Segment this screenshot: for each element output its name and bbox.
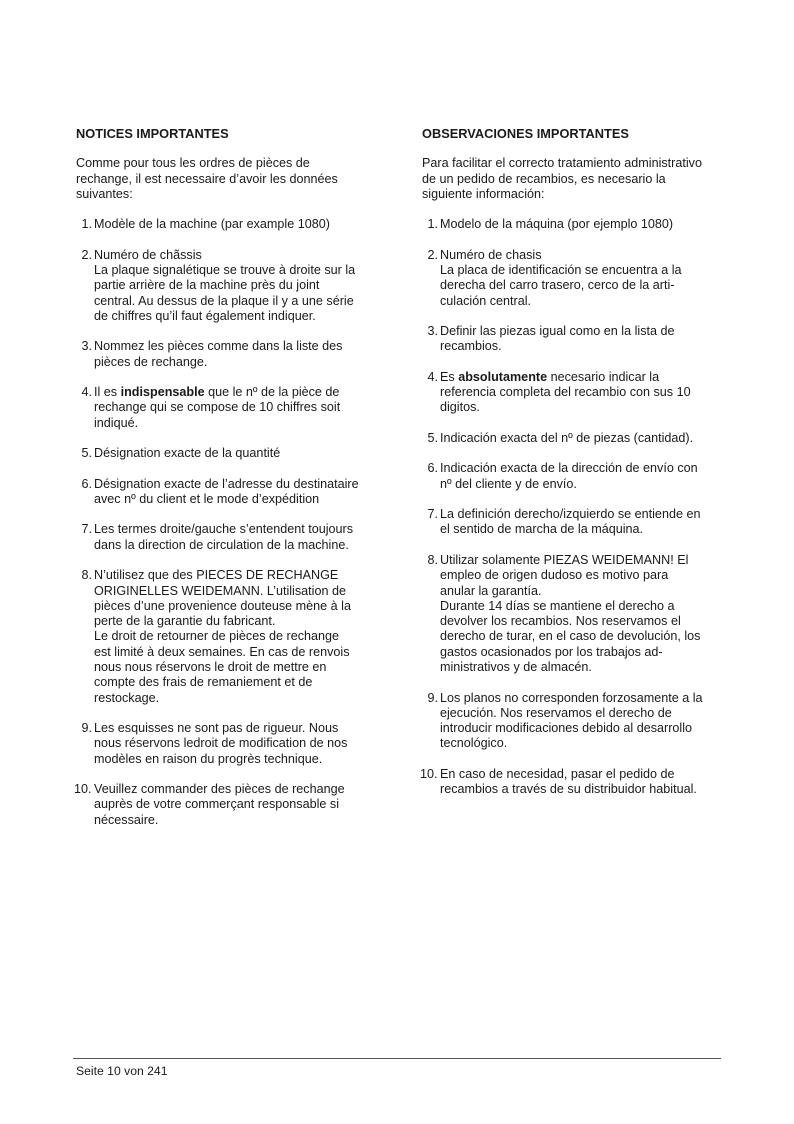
item-line: recambios. [440,339,502,354]
item-number: 3. [81,339,92,354]
item-number: 3. [427,324,438,339]
item-line: N’utilisez que des PIECES DE RECHANGE [94,568,339,583]
item-number: 1. [427,217,438,232]
list-item [422,691,732,752]
intro-line: rechange, il est necessaire d’avoir les données [76,171,338,186]
item-line: culación central. [440,293,532,308]
item-line: nous nous réservons le droit de mettre en [94,660,327,675]
item-line: restockage. [94,690,160,705]
item-number: 8. [427,552,438,567]
item-line: empleo de origen dudoso es motivo para [440,568,669,583]
item-line: derecha del carro trasero, cerco de la arti- [440,278,675,293]
item-line: La definición derecho/izquierdo se entiende en [440,507,701,522]
item-number: 5. [427,430,438,445]
spanish-intro [422,156,732,202]
list-item [422,507,732,538]
item-line: Modèle de la machine (par example 1080) [94,217,330,232]
spanish-list [422,217,732,797]
item-line: Es absolutamente necesario indicar la [440,369,660,384]
item-line: Los planos no corresponden forzosamente a la [440,690,703,705]
item-number: 7. [427,507,438,522]
item-number: 6. [81,476,92,491]
list-item [76,568,386,706]
list-item [422,370,732,416]
item-line: modèles en raison du progrès technique. [94,751,323,766]
french-intro [76,156,386,202]
item-line: pièces d’une provenience douteuse mène à la [94,598,351,613]
item-line: Indicación exacta de la dirección de envío con [440,461,698,476]
item-number: 10. [74,782,92,797]
french-column [76,118,386,843]
item-line: referencia completa del recambio con sus 10 [440,385,691,400]
item-line: de chiffres qu’il faut également indiquer. [94,308,316,323]
item-line: Numéro de chãssis [94,247,202,262]
list-item [76,721,386,767]
item-number: 9. [81,721,92,736]
intro-line: Para facilitar el correcto tratamiento administrativo [422,156,702,171]
item-line: Definir las piezas igual como en la lista de [440,324,675,339]
item-line: partie arrière de la machine près du joint [94,278,320,293]
item-number: 5. [81,446,92,461]
list-item [76,339,386,370]
item-line: Utilizar solamente PIEZAS WEIDEMANN! El [440,552,689,567]
intro-line: suivantes: [76,186,133,201]
item-line: La placa de identificación se encuentra a la [440,262,682,277]
item-line: En caso de necesidad, pasar el pedido de [440,766,675,781]
list-item [422,461,732,492]
item-line: el sentido de marcha de la máquina. [440,522,644,537]
spanish-heading: OBSERVACIONES IMPORTANTES [422,126,629,141]
item-number: 6. [427,461,438,476]
item-number: 10. [420,766,438,781]
french-heading: NOTICES IMPORTANTES [76,126,229,141]
item-line: derecho de turar, en el caso de devolución, los [440,629,701,644]
item-line: rechange qui se compose de 10 chiffres soit [94,400,341,415]
item-number: 1. [81,217,92,232]
item-line: pièces de rechange. [94,354,208,369]
item-line: ejecución. Nos reservamos el derecho de [440,705,672,720]
item-line: est limité à deux semaines. En cas de renvois [94,644,350,659]
footer-divider [73,1058,721,1059]
item-line: digitos. [440,400,480,415]
item-line: Désignation exacte de la quantité [94,446,281,461]
item-line: recambios a través de su distribuidor habitual. [440,782,697,797]
item-line: devolver los recambios. Nos reservamos el [440,614,681,629]
item-line: La plaque signalétique se trouve à droite sur la [94,262,356,277]
intro-line: Comme pour tous les ordres de pièces de [76,156,310,171]
item-line: Les termes droite/gauche s’entendent toujours [94,522,354,537]
item-line: compte des frais de remaniement et de [94,675,313,690]
page-number: Seite 10 von 241 [76,1064,168,1078]
item-number: 4. [81,385,92,400]
item-line: auprès de votre commerçant responsable si [94,797,340,812]
list-item [76,248,386,324]
emphasis-text: indispensable [120,385,205,400]
item-line: Durante 14 días se mantiene el derecho a [440,598,675,613]
item-line: avec nº du client et le mode d’expédition [94,491,320,506]
item-line: Numéro de chasis [440,247,542,262]
item-line: nécessaire. [94,812,159,827]
emphasis-text: absolutamente [458,369,548,384]
item-number: 8. [81,568,92,583]
item-line: Veuillez commander des pièces de rechange [94,782,345,797]
list-item [76,522,386,553]
intro-line: siguiente información: [422,186,545,201]
item-line: ORIGINELLES WEIDEMANN. L’utilisation de [94,583,346,598]
item-line: Indicación exacta del nº de piezas (cantidad). [440,430,694,445]
spanish-column [422,118,732,813]
item-line: Le droit de retourner de pièces de rechange [94,629,340,644]
intro-line: de un pedido de recambios, es necesario la [422,171,666,186]
item-line: Modelo de la máquina (por ejemplo 1080) [440,217,674,232]
item-line: central. Au dessus de la plaque il y a une série [94,293,354,308]
item-line: gastos ocasionados por los trabajos ad- [440,644,663,659]
list-item [422,324,732,355]
item-number: 9. [427,690,438,705]
item-line: dans la direction de circulation de la machine. [94,537,349,552]
item-number: 4. [427,369,438,384]
item-line: ministrativos y de almacén. [440,660,592,675]
french-list [76,217,386,828]
list-item [76,385,386,431]
item-line: perte de la garantie du fabricant. [94,614,276,629]
item-line: Les esquisses ne sont pas de rigueur. Nous [94,721,339,736]
item-line: Désignation exacte de l’adresse du destinataire [94,476,359,491]
item-line: nous réservons ledroit de modification de nos [94,736,348,751]
list-item [422,217,732,232]
list-item [76,477,386,508]
list-item [76,446,386,461]
item-line: tecnológico. [440,736,508,751]
list-item [422,553,732,675]
list-item [422,767,732,798]
item-number: 2. [427,247,438,262]
item-number: 2. [81,247,92,262]
item-line: Il es indispensable que le nº de la pièce de [94,385,340,400]
list-item [422,248,732,309]
item-line: anular la garantía. [440,583,542,598]
item-line: nº del cliente y de envío. [440,476,577,491]
item-line: indiqué. [94,415,139,430]
list-item [422,431,732,446]
item-number: 7. [81,522,92,537]
list-item [76,217,386,232]
item-line: Nommez les pièces comme dans la liste des [94,339,343,354]
item-line: introducir modificaciones debido al desarrollo [440,721,693,736]
list-item [76,782,386,828]
